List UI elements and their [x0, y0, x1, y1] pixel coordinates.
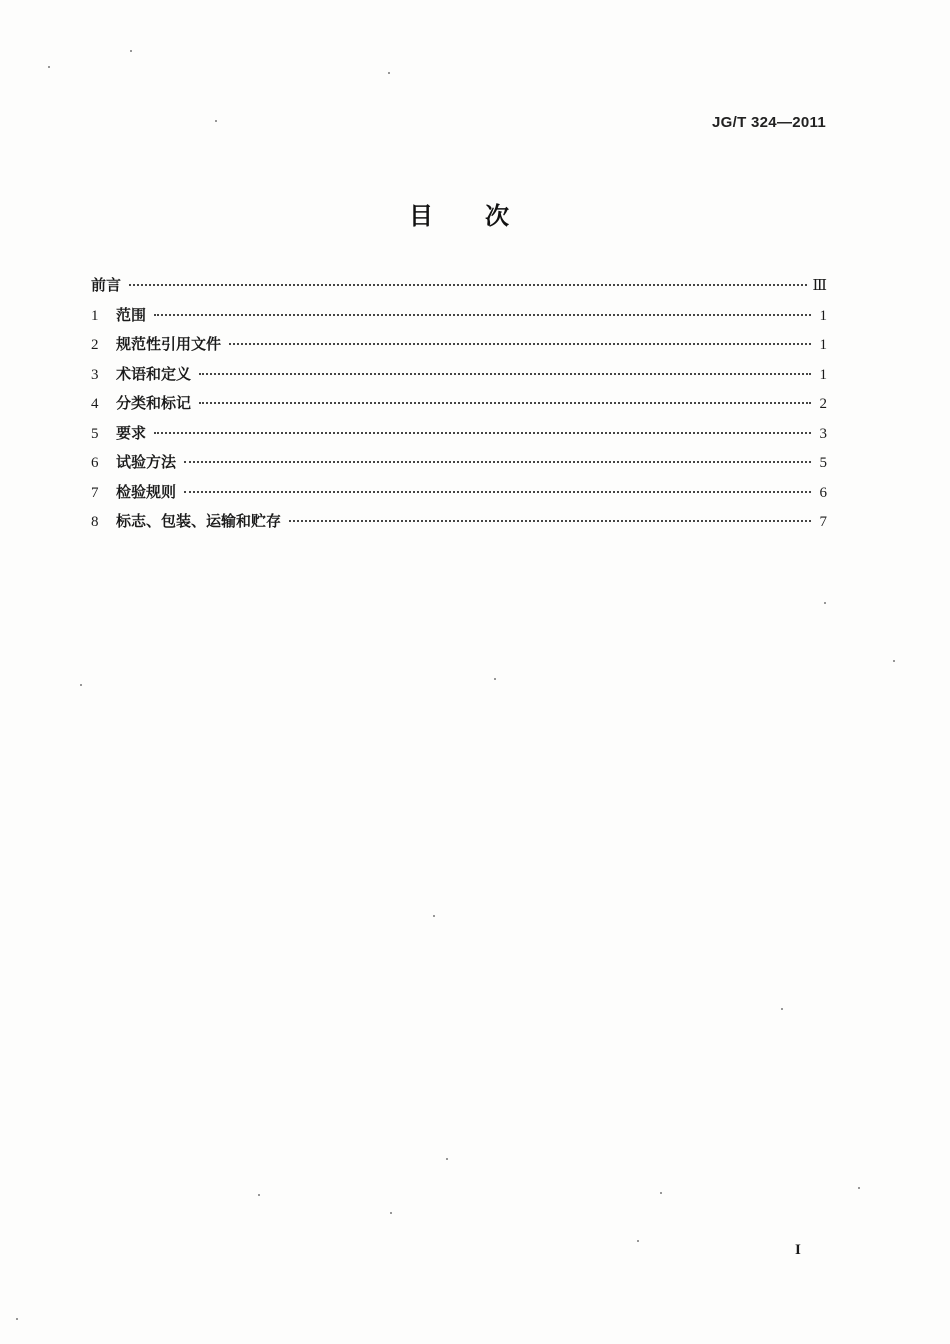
toc-entry-8[interactable] — [91, 510, 827, 540]
toc-entry-number: 5 — [91, 425, 99, 442]
toc-entry-label: 试验方法 — [116, 453, 177, 471]
toc-entry-7[interactable] — [91, 481, 827, 511]
toc-title-char-1: 目 — [409, 202, 433, 230]
dot-leader — [199, 402, 811, 404]
toc-entry-page: 7 — [819, 514, 827, 530]
toc-entry-2[interactable] — [91, 333, 827, 363]
scan-speck — [388, 72, 390, 74]
toc-entry-label: 检验规则 — [116, 482, 177, 501]
toc-entry-3[interactable] — [91, 363, 827, 393]
page-number: I — [795, 1242, 801, 1258]
toc-entry-page: 3 — [819, 425, 827, 442]
scan-speck — [390, 1212, 392, 1214]
toc-entry-number: 7 — [91, 484, 99, 501]
dot-leader — [154, 432, 811, 434]
scan-speck — [824, 602, 826, 604]
scan-speck — [781, 1008, 783, 1010]
toc-entry-page: 1 — [819, 307, 827, 324]
toc-entry-number: 1 — [91, 307, 99, 324]
toc-entry-page: 1 — [819, 337, 827, 353]
toc-title — [0, 196, 918, 231]
toc-entry-foreword[interactable] — [91, 274, 827, 304]
toc-entry-page: Ⅲ — [812, 278, 827, 294]
toc-entry-page: 6 — [819, 484, 827, 501]
toc-entry-label: 规范性引用文件 — [116, 335, 222, 353]
scan-speck — [130, 50, 132, 52]
toc-entry-number: 6 — [91, 455, 99, 471]
dot-leader — [129, 284, 807, 286]
toc-entry-number: 3 — [91, 366, 99, 383]
dot-leader — [229, 343, 811, 345]
dot-leader — [184, 461, 811, 463]
toc-entry-label: 标志、包装、运输和贮存 — [116, 512, 282, 530]
toc-entry-number: 4 — [91, 396, 99, 412]
scan-speck — [494, 678, 496, 680]
toc-entry-number: 2 — [91, 337, 99, 353]
toc-entry-label: 前言 — [91, 276, 122, 294]
scan-speck — [660, 1192, 662, 1194]
scan-speck — [16, 1318, 18, 1320]
scan-speck — [858, 1187, 860, 1189]
toc-title-char-2: 次 — [485, 202, 509, 230]
scan-speck — [893, 660, 895, 662]
table-of-contents — [91, 274, 827, 540]
toc-entry-page: 5 — [819, 455, 827, 471]
toc-entry-6[interactable] — [91, 451, 827, 481]
toc-entry-label: 要求 — [116, 423, 147, 442]
toc-entry-label: 术语和定义 — [116, 364, 192, 383]
scan-speck — [433, 915, 435, 917]
toc-entry-label: 分类和标记 — [116, 394, 192, 412]
toc-entry-number: 8 — [91, 514, 99, 530]
scan-speck — [446, 1158, 448, 1160]
toc-entry-1[interactable] — [91, 304, 827, 334]
scan-speck — [80, 684, 82, 686]
dot-leader — [289, 520, 811, 522]
toc-entry-page: 1 — [819, 366, 827, 383]
toc-entry-label: 范围 — [116, 305, 147, 324]
scan-speck — [637, 1240, 639, 1242]
standard-code: JG/T 324—2011 — [712, 114, 826, 131]
dot-leader — [154, 314, 811, 316]
toc-entry-4[interactable] — [91, 392, 827, 422]
scan-speck — [48, 66, 50, 68]
scan-speck — [258, 1194, 260, 1196]
toc-entry-5[interactable] — [91, 422, 827, 452]
scan-speck — [215, 120, 217, 122]
dot-leader — [199, 373, 811, 375]
toc-entry-page: 2 — [819, 396, 827, 412]
dot-leader — [184, 491, 811, 493]
